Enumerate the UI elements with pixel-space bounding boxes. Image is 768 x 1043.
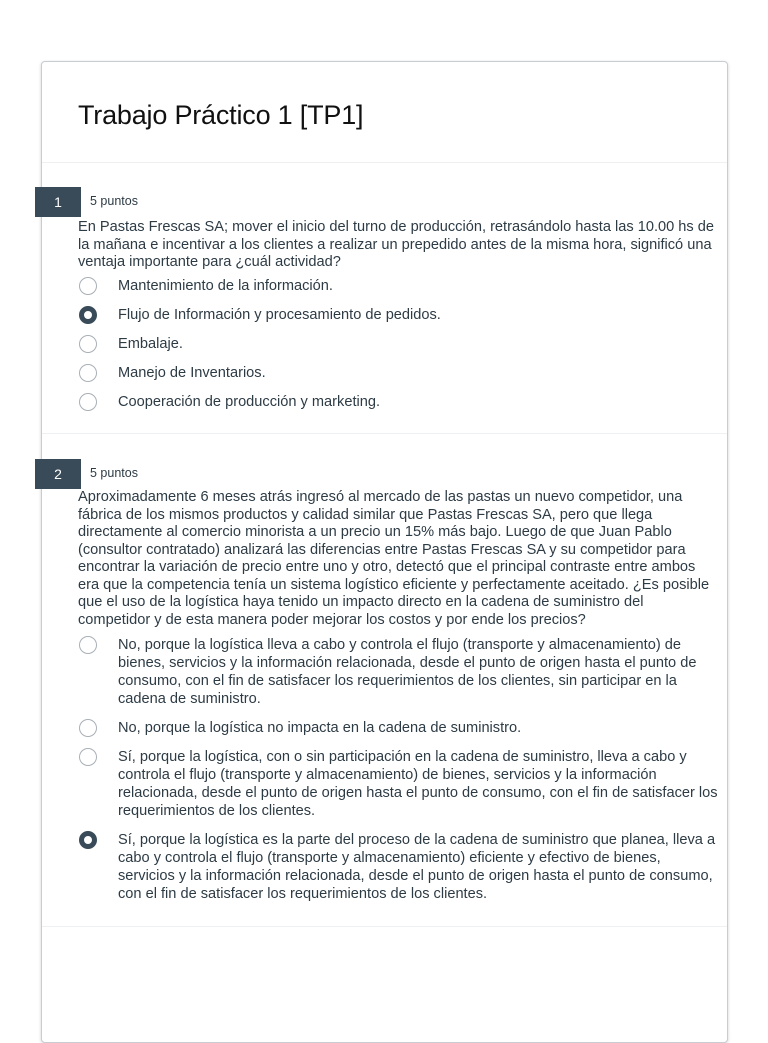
- answer-options: [78, 636, 718, 903]
- answer-option[interactable]: [78, 364, 718, 382]
- question-points: 5 puntos: [90, 194, 138, 208]
- answer-option[interactable]: [78, 335, 718, 353]
- answer-option[interactable]: [78, 306, 718, 324]
- answer-option[interactable]: [78, 277, 718, 295]
- answer-option-label: Manejo de Inventarios.: [118, 365, 266, 381]
- answer-option[interactable]: [78, 719, 718, 737]
- answer-option-label: No, porque la logística lleva a cabo y controla el flujo (transporte y almacenamiento) de bienes, servicios y la información relacionada, desde el punto de origen hasta el punto de consumo, con el fin de satisfacer los requerimientos de los clientes, sin participar en la cadena de suministro.: [118, 637, 697, 707]
- radio-unselected-icon[interactable]: [79, 335, 97, 353]
- radio-unselected-icon[interactable]: [79, 364, 97, 382]
- answer-option-label: Sí, porque la logística, con o sin participación en la cadena de suministro, lleva a cabo y controla el flujo (transporte y almacenamiento) de bienes, servicios y la información relacionada, desde el punto de origen hasta el punto de consumo, con el fin de satisfacer los requerimientos de los clientes.: [118, 749, 718, 819]
- answer-option[interactable]: [78, 393, 718, 411]
- page-title: Trabajo Práctico 1 [TP1]: [78, 100, 364, 130]
- question-text: En Pastas Frescas SA; mover el inicio del turno de producción, retrasándolo hasta las 10.00 hs de la mañana e incentivar a los clientes a realizar un prepedido antes de la misma hora, significó una ventaja importante para ¿cuál actividad?: [78, 219, 714, 270]
- question-points: 5 puntos: [90, 466, 138, 480]
- answer-options: [78, 277, 718, 411]
- divider: [42, 162, 727, 163]
- question-number-badge: 2: [35, 459, 81, 489]
- answer-option-label: Flujo de Información y procesamiento de pedidos.: [118, 307, 441, 323]
- answer-option-label: Sí, porque la logística es la parte del proceso de la cadena de suministro que planea, lleva a cabo y controla el flujo (transporte y almacenamiento) eficiente y efectivo de bienes, servicios y la información relacionada, desde el punto de origen hasta el punto de consumo, con el fin de satisfacer los requerimientos de los clientes.: [118, 832, 716, 902]
- radio-selected-icon[interactable]: [79, 831, 97, 849]
- divider: [42, 433, 727, 434]
- quiz-card: [41, 61, 728, 1043]
- question-text: Aproximadamente 6 meses atrás ingresó al mercado de las pastas un nuevo competidor, una fábrica de los mismos productos y calidad similar que Pastas Frescas SA, pero que llega directamente al comercio minorista a un precio un 15% más bajo. Luego de que Juan Pablo (consultor contratado) analizará las diferencias entre Pastas Frescas SA y su competidor para encontrar la variación de precio entre uno y otro, detectó que el principal contraste entre ambos era que la competencia tenía un sistema logístico eficiente y perfectamente aceitado. ¿Es posible que el uso de la logística haya tenido un impacto directo en la cadena de suministro del competidor y de esta manera poder mejorar los costos y por ende los precios?: [78, 489, 710, 628]
- answer-option-label: Embalaje.: [118, 336, 183, 352]
- radio-unselected-icon[interactable]: [79, 748, 97, 766]
- answer-option[interactable]: [78, 748, 718, 820]
- radio-unselected-icon[interactable]: [79, 636, 97, 654]
- question-number-badge: 1: [35, 187, 81, 217]
- radio-selected-icon[interactable]: [79, 306, 97, 324]
- radio-unselected-icon[interactable]: [79, 277, 97, 295]
- answer-option[interactable]: [78, 636, 718, 708]
- radio-unselected-icon[interactable]: [79, 393, 97, 411]
- answer-option-label: Mantenimiento de la información.: [118, 278, 333, 294]
- answer-option[interactable]: [78, 831, 718, 903]
- answer-option-label: No, porque la logística no impacta en la cadena de suministro.: [118, 720, 522, 736]
- answer-option-label: Cooperación de producción y marketing.: [118, 394, 381, 410]
- divider: [42, 926, 727, 927]
- radio-unselected-icon[interactable]: [79, 719, 97, 737]
